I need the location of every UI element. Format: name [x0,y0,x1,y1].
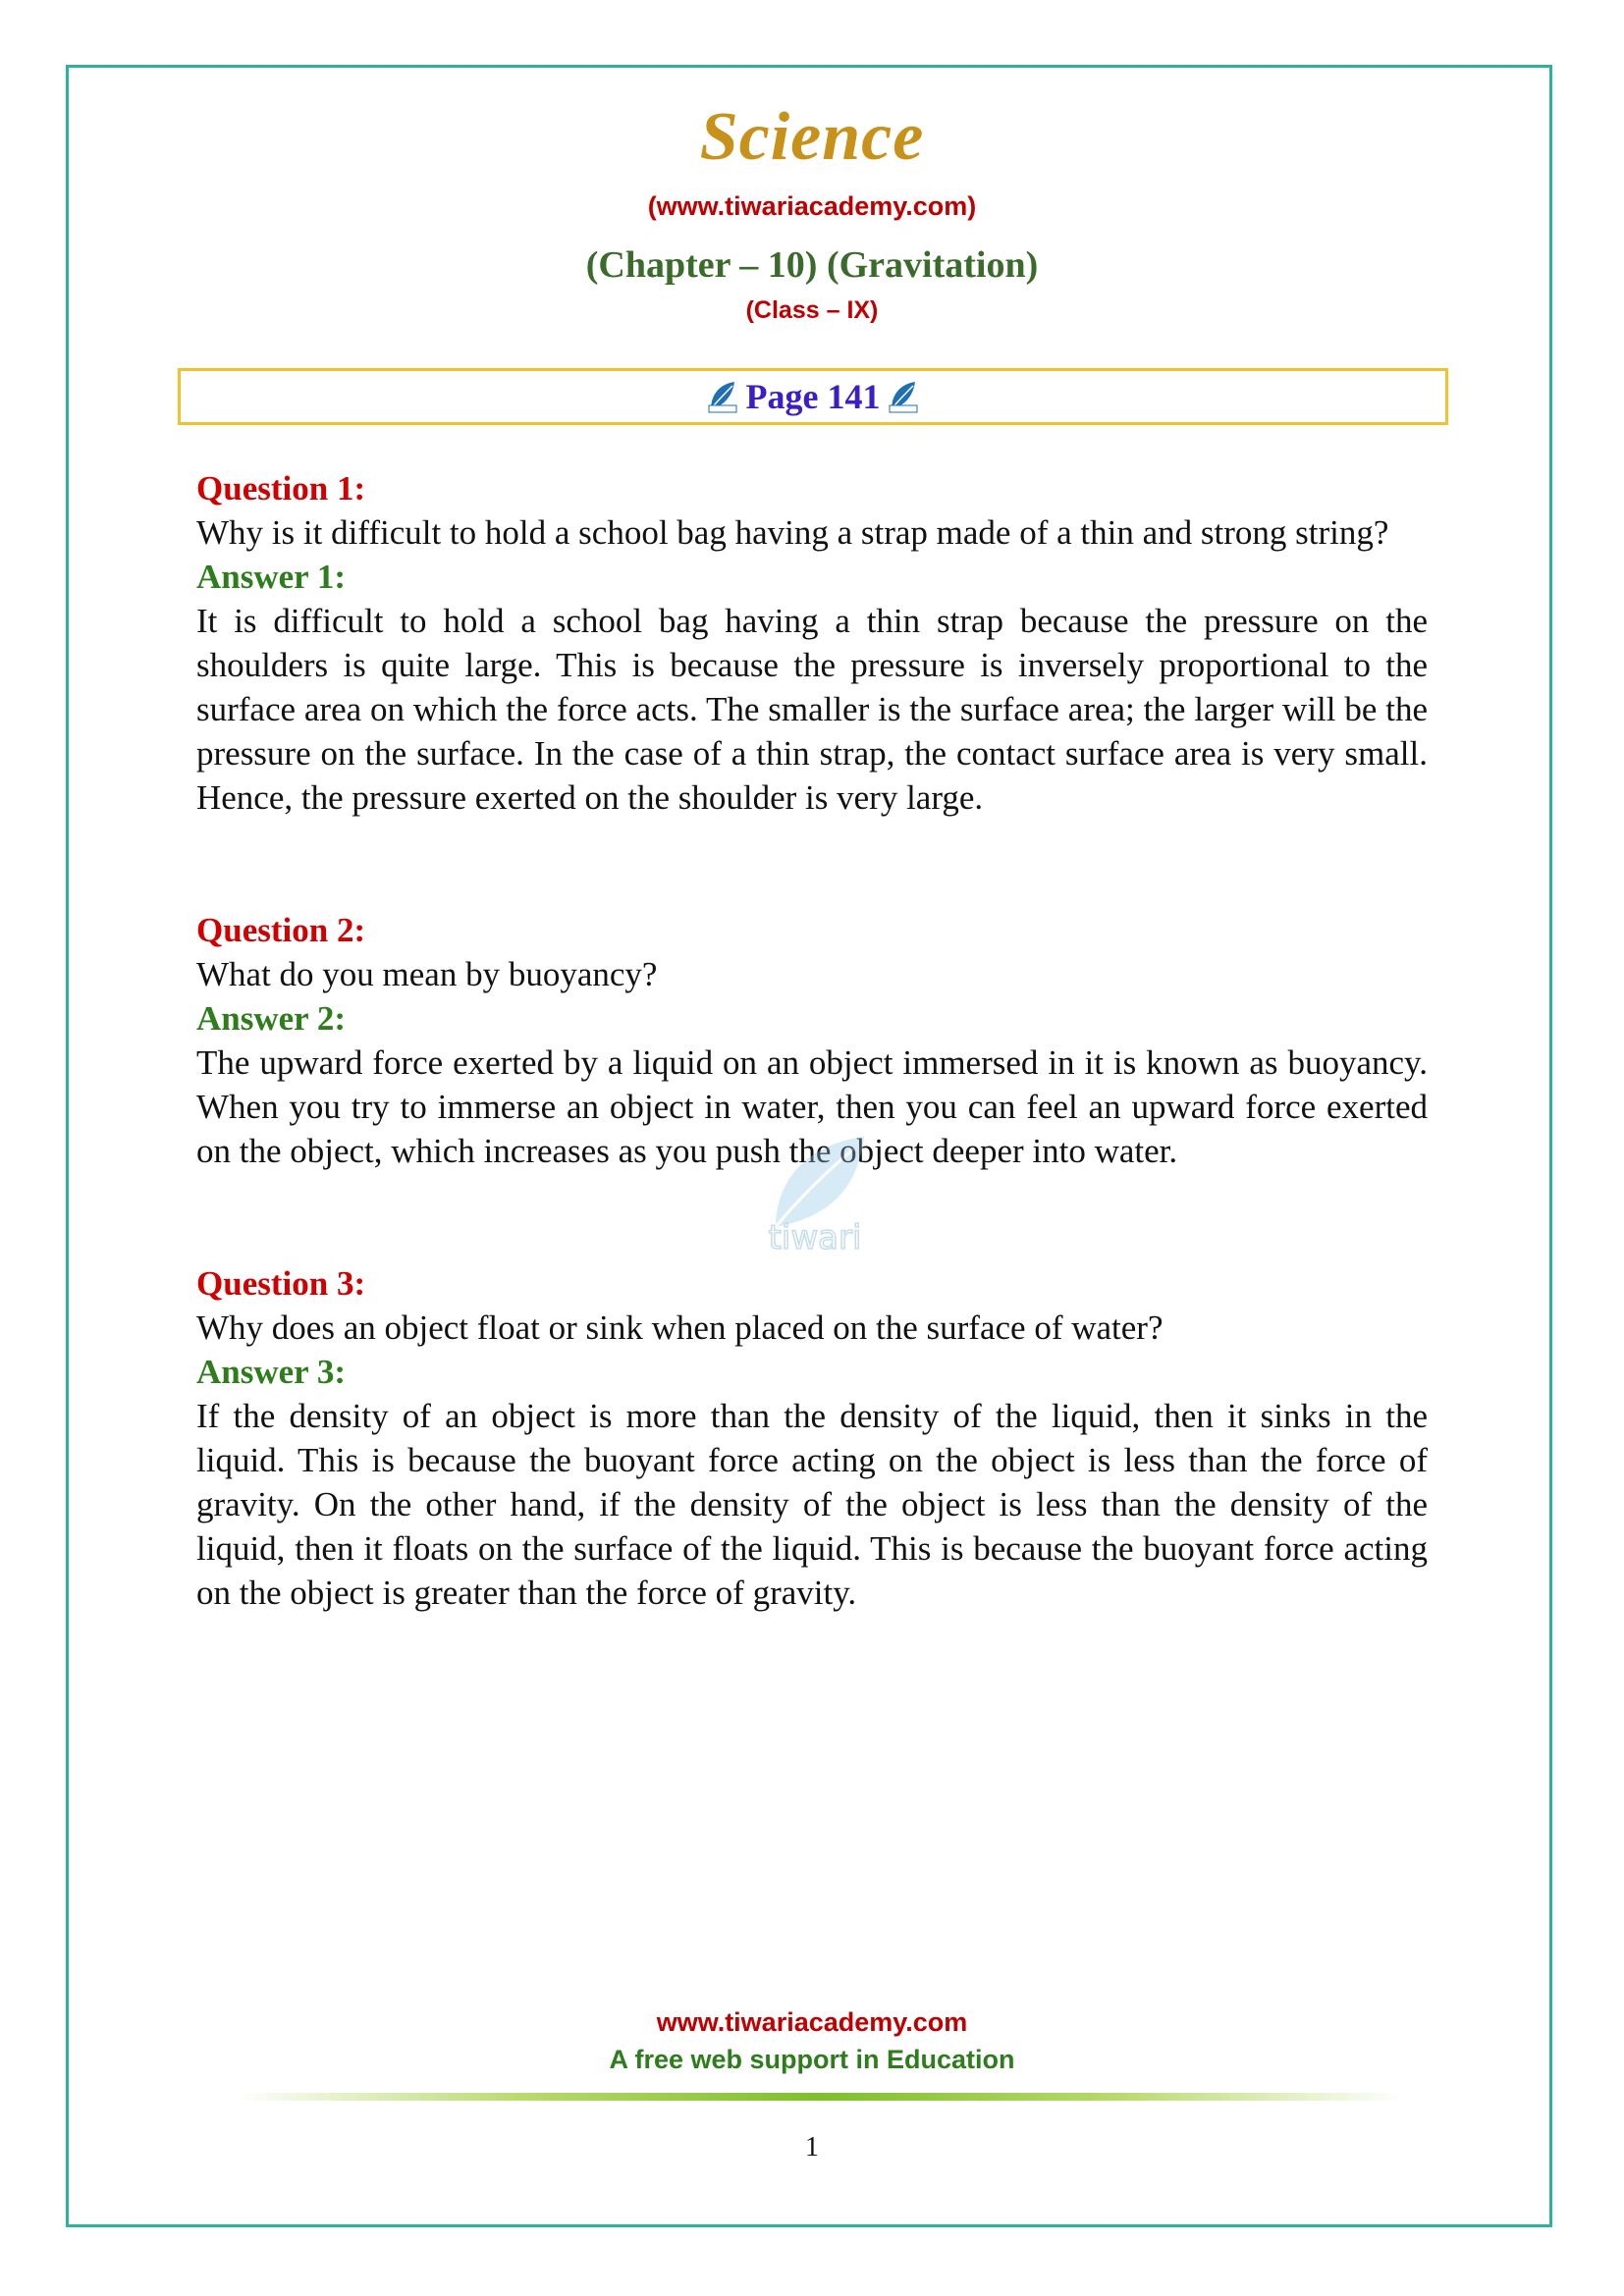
qa-content [196,466,1428,1703]
footer-tagline: A free web support in Education [609,2045,1015,2074]
answer-text: If the density of an object is more than the density of the liquid, then it sinks in the liquid. This is because the buoyant force acting on the object is less than the force of gravity. On the other hand, if the density of the object is less than the density of the liquid, then it floats on the surface of the liquid. This is because the buoyant force acting on the object is greater than the force of gravity. [196,1397,1428,1612]
answer-text: It is difficult to hold a school bag having a thin strap because the pressure on the shoulders is quite large. This is because the pressure is inversely proportional to the surface area on which the force acts. The smaller is the surface area; the larger will be the pressure on the surface. In the case of a thin strap, the contact surface area is very small. Hence, the pressure exerted on the shoulder is very large. [196,602,1428,817]
qa-block-3 [196,1261,1428,1615]
header-website-link[interactable]: (www.tiwariacademy.com) [647,191,977,221]
chapter-heading: (Chapter – 10) (Gravitation) [585,244,1039,286]
page-number: 1 [805,2132,819,2163]
tiwari-watermark-logo [756,1129,874,1256]
qa-block-1 [196,466,1428,820]
question-label: Question 2: [196,911,366,949]
question-text: Why does an object float or sink when placed on the surface of water? [196,1308,1164,1347]
page-label: Page 141 [745,377,881,416]
question-text: What do you mean by buoyancy? [196,955,658,993]
tiwari-leaf-icon [888,380,919,413]
class-label: (Class – IX) [745,296,879,324]
question-label: Question 1: [196,469,366,507]
question-label: Question 3: [196,1264,366,1303]
answer-label: Answer 3: [196,1353,346,1391]
page-number-banner [178,368,1448,425]
watermark-text: tiwari [768,1218,862,1256]
answer-label: Answer 1: [196,558,346,596]
footer-website-link[interactable]: www.tiwariacademy.com [656,2007,968,2037]
tiwari-leaf-icon [707,380,738,413]
footer-divider [236,2093,1404,2101]
answer-label: Answer 2: [196,999,346,1038]
question-text: Why is it difficult to hold a school bag having a strap made of a thin and strong string? [196,513,1389,552]
answer-text: The upward force exerted by a liquid on an object immersed in it is known as buoyancy. When you try to immerse an object in water, then you can feel an upward force exerted on the object, which increases as you push the object deeper into water. [196,1043,1428,1170]
page-title: Science [699,99,925,175]
